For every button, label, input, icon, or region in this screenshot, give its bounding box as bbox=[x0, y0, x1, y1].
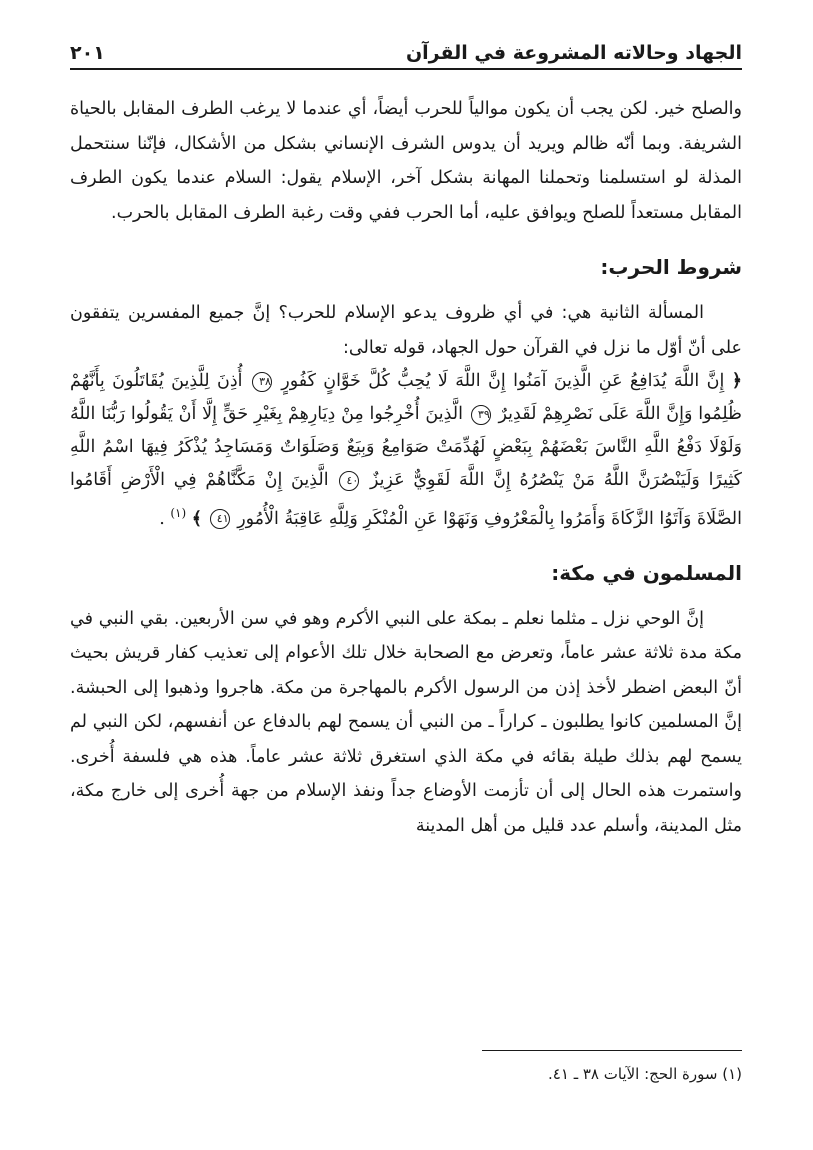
ayah-number-marker: ٣٨ bbox=[252, 372, 272, 392]
footnotes bbox=[70, 1050, 742, 1083]
paragraph-war-conditions-intro: المسألة الثانية هي: في أي ظروف يدعو الإسلام للحرب؟ إنَّ جميع المفسرين يتفقون على أنّ أوّل ما نزل في القرآن حول الجهاد، قوله تعالى: bbox=[70, 303, 742, 358]
book-page bbox=[70, 0, 742, 1150]
quran-verse-block bbox=[70, 365, 742, 536]
running-title: الجهاد وحالاته المشروعة في القرآن bbox=[405, 42, 742, 64]
section-heading-muslims-in-mecca: المسلمون في مكة: bbox=[551, 560, 742, 585]
paragraph-muslims-in-mecca: إنَّ الوحي نزل ـ مثلما نعلم ـ بمكة على النبي الأكرم وهو في سن الأربعين. بقي النبي في مكة مدة ثلاثة عشر عاماً، وتعرض مع الصحابة خلال تلك الأعوام إلى تعذيب كفار قريش بحيث أنّ البعض اضطر لأخذ إذن من الرسول الأكرم بالمهاجرة من مكة. هاجروا وذهبوا إلى الحبشة. إنَّ المسلمين كانوا يطلبون ـ كراراً ـ من النبي أن يسمح لهم بالدفاع عن أنفسهم، لكن النبي لم يسمح لهم بذلك طيلة بقائه في مكة الذي استغرق ثلاثة عشر عاماً. هذه هي فلسفة أُخرى. واستمرت هذه الحال إلى أن تأزمت الأوضاع جداً ونفذ الإسلام من جهة أُخرى إلى خارج مكة، مثل المدينة، وأسلم عدد قليل من أهل المدينة bbox=[70, 608, 742, 836]
verse-part: إِنَّ اللَّهَ يُدَافِعُ عَنِ الَّذِينَ آمَنُوا إِنَّ اللَّهَ لَا يُحِبُّ كُلَّ خَوَّانٍ كَفُورٍ bbox=[281, 371, 725, 391]
section-heading-war-conditions: شروط الحرب: bbox=[600, 255, 742, 279]
footnote-text: (١) سورة الحج: الآيات ٣٨ ـ ٤١. bbox=[548, 1065, 742, 1083]
verse-part: الَّذِينَ أُخْرِجُوا مِنْ دِيَارِهِمْ بِغَيْرِ حَقٍّ إِلَّا أَنْ يَقُولُوا رَبُّنَا اللَّهُ وَلَوْلَا دَفْعُ اللَّهِ النَّاسَ بَعْضَهُمْ بِبَعْضٍ لَهُدِّمَتْ صَوَامِعُ وَبِيَعٌ وَصَلَوَاتٌ وَمَسَاجِدُ يُذْكَرُ فِيهَا اسْمُ اللَّهِ كَثِيرًا وَلَيَنْصُرَنَّ اللَّهُ مَنْ يَنْصُرُهُ إِنَّ اللَّهَ لَقَوِيٌّ عَزِيزٌ bbox=[70, 404, 742, 490]
verse-end-dot: . bbox=[159, 508, 165, 529]
verse-open-bracket: ﴿ bbox=[731, 371, 742, 391]
verse-part: الَّذِينَ إِنْ مَكَّنَّاهُمْ فِي الْأَرْضِ أَقَامُوا الصَّلَاةَ وَآتَوُا الزَّكَاةَ وَأَمَرُوا بِالْمَعْرُوفِ وَنَهَوْا عَنِ الْمُنْكَرِ وَلِلَّهِ عَاقِبَةُ الْأُمُورِ bbox=[70, 470, 742, 529]
verse-part: أُذِنَ لِلَّذِينَ يُقَاتَلُونَ بِأَنَّهُمْ ظُلِمُوا وَإِنَّ اللَّهَ عَلَى نَصْرِهِمْ لَقَدِيرٌ bbox=[70, 371, 742, 424]
page-body bbox=[70, 92, 742, 843]
footnote-divider bbox=[482, 1050, 742, 1051]
page-header bbox=[70, 28, 742, 70]
ayah-number-marker: ٤٠ bbox=[339, 471, 359, 491]
ayah-number-marker: ٣٩ bbox=[471, 405, 491, 425]
verse-close-bracket: ﴾ bbox=[191, 508, 203, 529]
footnote-reference: (١) bbox=[170, 506, 187, 520]
ayah-number-marker: ٤١ bbox=[210, 509, 230, 529]
page-number: ٢٠١ bbox=[70, 42, 105, 64]
paragraph-opening: والصلح خير. لكن يجب أن يكون موالياً للحرب أيضاً، أي عندما لا يرغب الطرف المقابل بالحياة الشريفة. وبما أنّه ظالم ويريد أن يدوس الشرف الإنساني بشكل من الأشكال، فإنّنا سنتحمل المذلة لو استسلمنا وتحملنا المهانة بشكل آخر، الإسلام يقول: السلام عندما يكون الطرف المقابل مستعداً للصلح ويوافق عليه، أما الحرب ففي وقت رغبة الطرف المقابل بالحرب. bbox=[70, 99, 742, 223]
